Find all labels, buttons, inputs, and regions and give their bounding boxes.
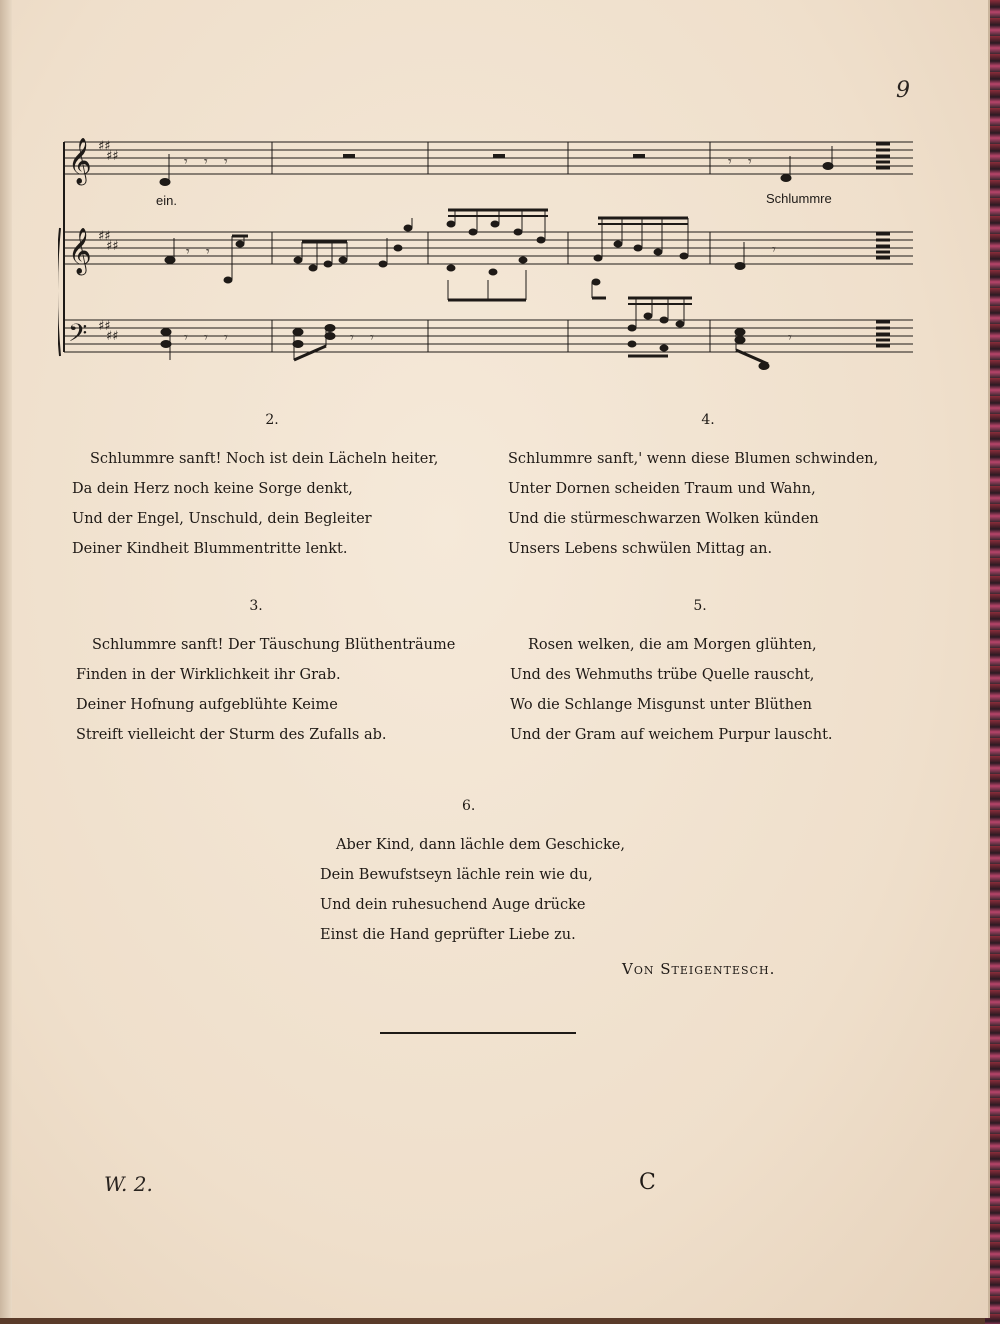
staff-piano-treble bbox=[64, 232, 913, 264]
svg-text:𝄾: 𝄾 bbox=[224, 154, 228, 170]
svg-text:♯♯: ♯♯ bbox=[98, 139, 111, 154]
svg-text:𝄾: 𝄾 bbox=[184, 330, 188, 346]
svg-text:𝄾: 𝄾 bbox=[788, 330, 792, 346]
verse-line: Unsers Lebens schwülen Mittag an. bbox=[508, 541, 773, 557]
lyric-start: ein. bbox=[156, 193, 177, 208]
verse-line: Und der Gram auf weichem Purpur lauscht. bbox=[510, 727, 833, 743]
svg-text:𝄾: 𝄾 bbox=[206, 244, 210, 260]
svg-text:𝄾: 𝄾 bbox=[748, 154, 752, 170]
svg-text:𝄾: 𝄾 bbox=[370, 330, 374, 346]
svg-text:𝄾: 𝄾 bbox=[224, 330, 228, 346]
stanza-4 bbox=[508, 412, 928, 564]
svg-text:♯♯: ♯♯ bbox=[106, 329, 119, 344]
gathering-mark: C bbox=[639, 1170, 656, 1195]
verse-line: Und der Engel, Unschuld, dein Begleiter bbox=[72, 511, 372, 527]
verse-line: Und dein ruhesuchend Auge drücke bbox=[320, 897, 586, 913]
svg-text:𝄞: 𝄞 bbox=[68, 228, 92, 274]
verse-line: Rosen welken, die am Morgen glühten, bbox=[528, 637, 817, 653]
svg-text:𝄾: 𝄾 bbox=[184, 154, 188, 170]
verse-line: Finden in der Wirklichkeit ihr Grab. bbox=[76, 667, 341, 683]
verse-line: Schlummre sanft! Noch ist dein Lächeln heiter, bbox=[90, 451, 439, 467]
music-score bbox=[58, 120, 918, 380]
svg-text:♯♯: ♯♯ bbox=[106, 149, 119, 164]
stanza-2 bbox=[72, 412, 472, 564]
author-credit: Von Steigentesch. bbox=[622, 960, 776, 978]
svg-text:𝄾: 𝄾 bbox=[204, 330, 208, 346]
stanza-number: 6. bbox=[462, 798, 476, 814]
verse-line: Schlummre sanft! Der Täuschung Blüthenträume bbox=[92, 637, 456, 653]
staff-voice bbox=[64, 142, 913, 174]
lyric-end: Schlummre bbox=[766, 191, 832, 206]
svg-text:♯♯: ♯♯ bbox=[98, 229, 111, 244]
stanza-number: 3. bbox=[249, 598, 263, 614]
verse-line: Streift vielleicht der Sturm des Zufalls ab. bbox=[76, 727, 387, 743]
stanza-3 bbox=[76, 598, 476, 750]
verse-line: Wo die Schlange Misgunst unter Blüthen bbox=[510, 697, 812, 713]
section-divider bbox=[380, 1032, 576, 1034]
svg-text:♯♯: ♯♯ bbox=[98, 319, 111, 334]
verse-line: Dein Bewufstseyn lächle rein wie du, bbox=[320, 867, 593, 883]
stanza-number: 4. bbox=[701, 412, 715, 428]
svg-text:𝄾: 𝄾 bbox=[350, 330, 354, 346]
svg-text:♯♯: ♯♯ bbox=[106, 239, 119, 254]
verse-line: Aber Kind, dann lächle dem Geschicke, bbox=[336, 837, 625, 853]
verse-line: Deiner Hofnung aufgeblühte Keime bbox=[76, 697, 338, 713]
stanza-number: 2. bbox=[265, 412, 279, 428]
page-number: 9 bbox=[896, 78, 910, 103]
svg-text:𝄾: 𝄾 bbox=[772, 242, 776, 258]
svg-text:𝄞: 𝄞 bbox=[68, 138, 92, 184]
svg-text:𝄾: 𝄾 bbox=[204, 154, 208, 170]
page-gutter-shadow bbox=[0, 0, 12, 1318]
verse-line: Schlummre sanft,' wenn diese Blumen schwinden, bbox=[508, 451, 879, 467]
stanza-6 bbox=[320, 798, 720, 950]
printer-signature: W. 2. bbox=[104, 1172, 153, 1196]
stanza-5 bbox=[510, 598, 910, 750]
verse-line: Deiner Kindheit Blummentritte lenkt. bbox=[72, 541, 348, 557]
verse-line: Da dein Herz noch keine Sorge denkt, bbox=[72, 481, 353, 497]
verse-line: Und des Wehmuths trübe Quelle rauscht, bbox=[510, 667, 815, 683]
svg-text:𝄾: 𝄾 bbox=[186, 244, 190, 260]
svg-text:𝄢: 𝄢 bbox=[68, 319, 88, 354]
verse-line: Einst die Hand geprüfter Liebe zu. bbox=[320, 927, 576, 943]
staff-piano-bass bbox=[64, 320, 913, 352]
verse-line: Und die stürmeschwarzen Wolken künden bbox=[508, 511, 819, 527]
verse-line: Unter Dornen scheiden Traum und Wahn, bbox=[508, 481, 816, 497]
svg-text:𝄾: 𝄾 bbox=[728, 154, 732, 170]
stanza-number: 5. bbox=[693, 598, 707, 614]
